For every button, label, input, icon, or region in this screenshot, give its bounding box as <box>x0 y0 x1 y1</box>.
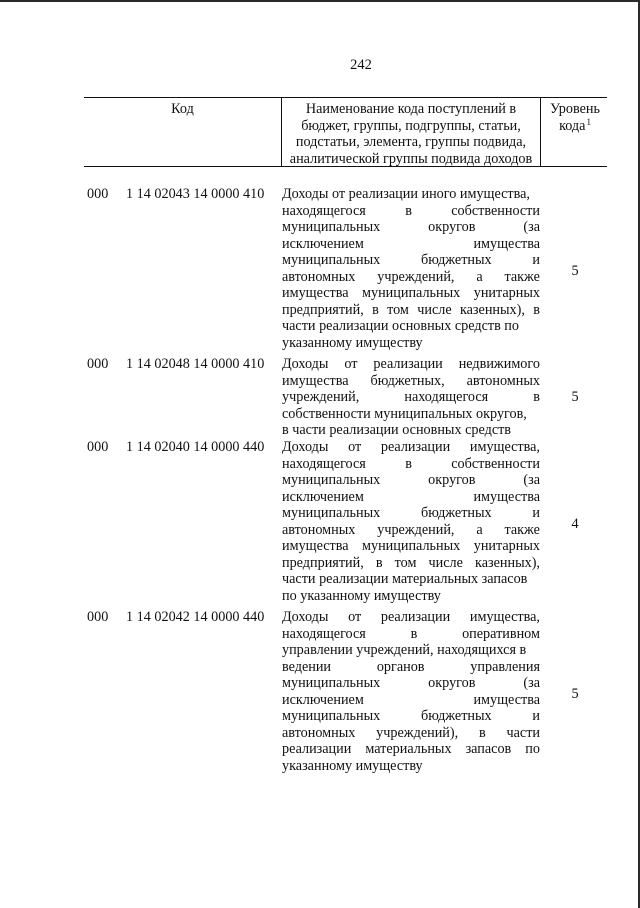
row-name-word: имущества, <box>469 609 540 625</box>
row-level: 4 <box>571 516 579 532</box>
row-name-word: и <box>532 252 540 268</box>
row-name-word: учреждений, <box>377 521 455 538</box>
row-name-word: от <box>344 356 358 372</box>
row-name-word: бюджетных <box>420 252 492 268</box>
row-name-word: муниципальных <box>282 472 381 488</box>
header-level-line: кода$^1$ <box>559 116 591 134</box>
row-name-line <box>282 708 540 725</box>
row-name-word: имущества <box>282 372 349 389</box>
row-name-line <box>282 285 540 302</box>
row-name-word: имущества <box>473 691 540 708</box>
row-name-line <box>282 588 540 605</box>
row-name-line <box>282 609 540 626</box>
row-name-word: исключением <box>282 691 364 708</box>
header-name-line: бюджет, группы, подгруппы, статьи, <box>301 117 521 134</box>
row-code: 1 14 02040 14 0000 440 <box>126 439 265 455</box>
row-prefix: 000 <box>87 439 109 455</box>
row-name-word: а <box>476 268 483 285</box>
row-name-word: также <box>504 268 540 285</box>
row-name-line <box>282 659 540 676</box>
row-prefix: 000 <box>87 186 109 202</box>
row-name-word: учреждений), <box>376 724 459 741</box>
row-name-word: находящегося <box>282 455 366 472</box>
row-name-word: муниципальных <box>282 708 381 724</box>
row-name-word: и <box>532 708 540 724</box>
row-name-word: бюджетных, <box>370 372 445 389</box>
row-name-word: недвижимого <box>458 356 540 372</box>
row-name-line <box>282 203 540 220</box>
row-name-word: автономных <box>466 372 540 389</box>
row-name-word: собственности <box>451 455 540 472</box>
row-name-word: имущества <box>282 285 349 301</box>
row-code: 1 14 02042 14 0000 440 <box>126 609 265 625</box>
row-name-word: собственности муниципальных округов, <box>282 405 527 422</box>
row-name <box>282 439 540 604</box>
row-name-word: по <box>525 741 540 757</box>
row-name-word: автономных <box>282 268 356 285</box>
row-name-word: Доходы от реализации иного имущества, <box>282 186 530 202</box>
row-level: 5 <box>571 686 579 702</box>
row-name-word: бюджетных <box>420 708 492 724</box>
page-edge-top <box>0 0 640 2</box>
row-name-word: реализации <box>380 609 451 625</box>
row-name-word: исключением <box>282 235 364 252</box>
row-name-line <box>282 741 540 758</box>
page-number: 242 <box>350 57 372 73</box>
row-name-word: округов <box>428 219 476 235</box>
row-name-line <box>282 522 540 539</box>
row-name-word: бюджетных <box>420 505 492 521</box>
header-name-line: подстатьи, элемента, группы подвида, <box>295 134 527 150</box>
row-name-line <box>282 406 540 423</box>
row-name-word: в <box>533 301 540 318</box>
header-divider <box>540 98 541 166</box>
header-code-column: Код <box>171 101 194 117</box>
row-name-word: находящегося <box>282 202 366 219</box>
row-name-word: в <box>410 625 418 642</box>
row-name-word: материальных <box>365 741 452 757</box>
row-name-line <box>282 269 540 286</box>
row-name-word: том <box>387 301 409 318</box>
row-name-word: и <box>532 505 540 521</box>
table-header <box>84 97 607 167</box>
row-name-word: муниципальных <box>282 252 381 268</box>
row-level: 5 <box>571 263 579 279</box>
row-name-word: реализации <box>282 741 352 757</box>
row-name-line <box>282 186 540 203</box>
row-name-line <box>282 555 540 572</box>
row-name-line <box>282 626 540 643</box>
row-name-word: автономных <box>282 521 356 538</box>
row-name-word: имущества <box>473 235 540 252</box>
row-name-word: части реализации основных средств по <box>282 318 519 334</box>
row-name-word: в <box>375 554 383 571</box>
row-name-word: имущества, <box>469 439 540 455</box>
row-name-word: казенных), <box>475 554 540 571</box>
row-name <box>282 609 540 774</box>
row-name-line <box>282 505 540 522</box>
row-name-word: от <box>348 609 362 625</box>
row-name-line <box>282 456 540 473</box>
row-name-word: указанному имуществу <box>282 757 423 774</box>
row-name-word: в <box>533 389 540 405</box>
row-name-word: а <box>476 521 483 538</box>
header-level-column <box>542 101 608 134</box>
row-name-word: имущества <box>473 488 540 505</box>
header-name-column <box>282 101 540 167</box>
row-name-line <box>282 439 540 456</box>
row-name-word: собственности <box>451 202 540 219</box>
row-name-word: муниципальных <box>362 285 461 301</box>
row-name-word: оперативном <box>462 625 540 642</box>
row-name-line <box>282 692 540 709</box>
row-name-word: том <box>394 554 417 571</box>
row-name-word: управления <box>470 658 540 675</box>
row-name-line <box>282 389 540 406</box>
row-name-word: в <box>405 455 412 472</box>
row-name-word: органов <box>376 658 425 675</box>
row-name-line <box>282 758 540 775</box>
row-name-line <box>282 675 540 692</box>
row-name-word: унитарных <box>473 538 540 554</box>
row-name-line <box>282 335 540 352</box>
row-name-word: Доходы <box>282 356 329 372</box>
row-name-word: учреждений, <box>377 268 455 285</box>
row-name-line <box>282 422 540 439</box>
row-name-line <box>282 302 540 319</box>
row-name-word: муниципальных <box>282 675 381 691</box>
row-name-word: также <box>504 521 540 538</box>
row-name-word: Доходы <box>282 609 329 625</box>
row-name-line <box>282 236 540 253</box>
row-name-word: по указанному имуществу <box>282 587 441 604</box>
header-name-line: Наименование кода поступлений в <box>305 101 517 117</box>
row-name-word: автономных <box>282 724 356 741</box>
row-name-word: предприятий, <box>282 554 364 571</box>
row-name-line <box>282 571 540 588</box>
row-name-word: части <box>506 724 540 741</box>
row-name-line <box>282 252 540 269</box>
row-name <box>282 356 540 439</box>
row-level: 5 <box>571 389 579 405</box>
row-name-word: имущества <box>282 538 349 554</box>
row-name-word: казенных), <box>459 301 525 318</box>
row-name-word: (за <box>523 675 540 691</box>
row-name-word: унитарных <box>473 285 540 301</box>
row-name-word: находящегося <box>404 389 489 405</box>
row-name-word: запасов <box>465 741 512 757</box>
row-name-word: в <box>372 301 379 318</box>
row-name-word: указанному имуществу <box>282 334 423 351</box>
row-name-word: числе <box>428 554 463 571</box>
row-name-word: в <box>478 724 486 741</box>
row-name-line <box>282 373 540 390</box>
row-name-line <box>282 725 540 742</box>
row-name-line <box>282 356 540 373</box>
row-name-word: в <box>405 202 412 219</box>
row-name-line <box>282 219 540 236</box>
row-code: 1 14 02043 14 0000 410 <box>126 186 265 202</box>
row-name-word: муниципальных <box>282 219 381 235</box>
row-name-word: предприятий, <box>282 301 364 318</box>
footnote-marker: 1 <box>586 116 591 127</box>
header-level-line: Уровень <box>550 101 600 117</box>
row-prefix: 000 <box>87 609 109 625</box>
row-name-word: ведении <box>282 658 332 675</box>
row-name-word: учреждений, <box>282 389 360 405</box>
row-name-word: (за <box>523 219 540 235</box>
row-name-word: части реализации материальных запасов <box>282 571 528 587</box>
row-name-word: Доходы <box>282 439 329 455</box>
row-name-word: округов <box>428 472 476 488</box>
row-name-line <box>282 489 540 506</box>
row-name-word: реализации <box>373 356 443 372</box>
row-name-line <box>282 318 540 335</box>
row-name-line <box>282 642 540 659</box>
row-name-word: муниципальных <box>362 538 461 554</box>
row-name-word: округов <box>428 675 476 691</box>
row-name-word: от <box>348 439 362 455</box>
row-name-word: реализации <box>380 439 451 455</box>
header-name-line: аналитической группы подвида доходов <box>289 150 533 167</box>
row-name-word: (за <box>523 472 540 488</box>
row-name-line <box>282 538 540 555</box>
row-name-word: исключением <box>282 488 364 505</box>
row-name-word: числе <box>417 301 452 318</box>
row-prefix: 000 <box>87 356 109 372</box>
row-name <box>282 186 540 351</box>
row-name-word: муниципальных <box>282 505 381 521</box>
row-name-line <box>282 472 540 489</box>
row-name-word: управлении учреждений, находящихся в <box>282 642 527 658</box>
row-name-word: находящегося <box>282 625 366 642</box>
row-name-word: в части реализации основных средств <box>282 422 512 438</box>
row-code: 1 14 02048 14 0000 410 <box>126 356 265 372</box>
